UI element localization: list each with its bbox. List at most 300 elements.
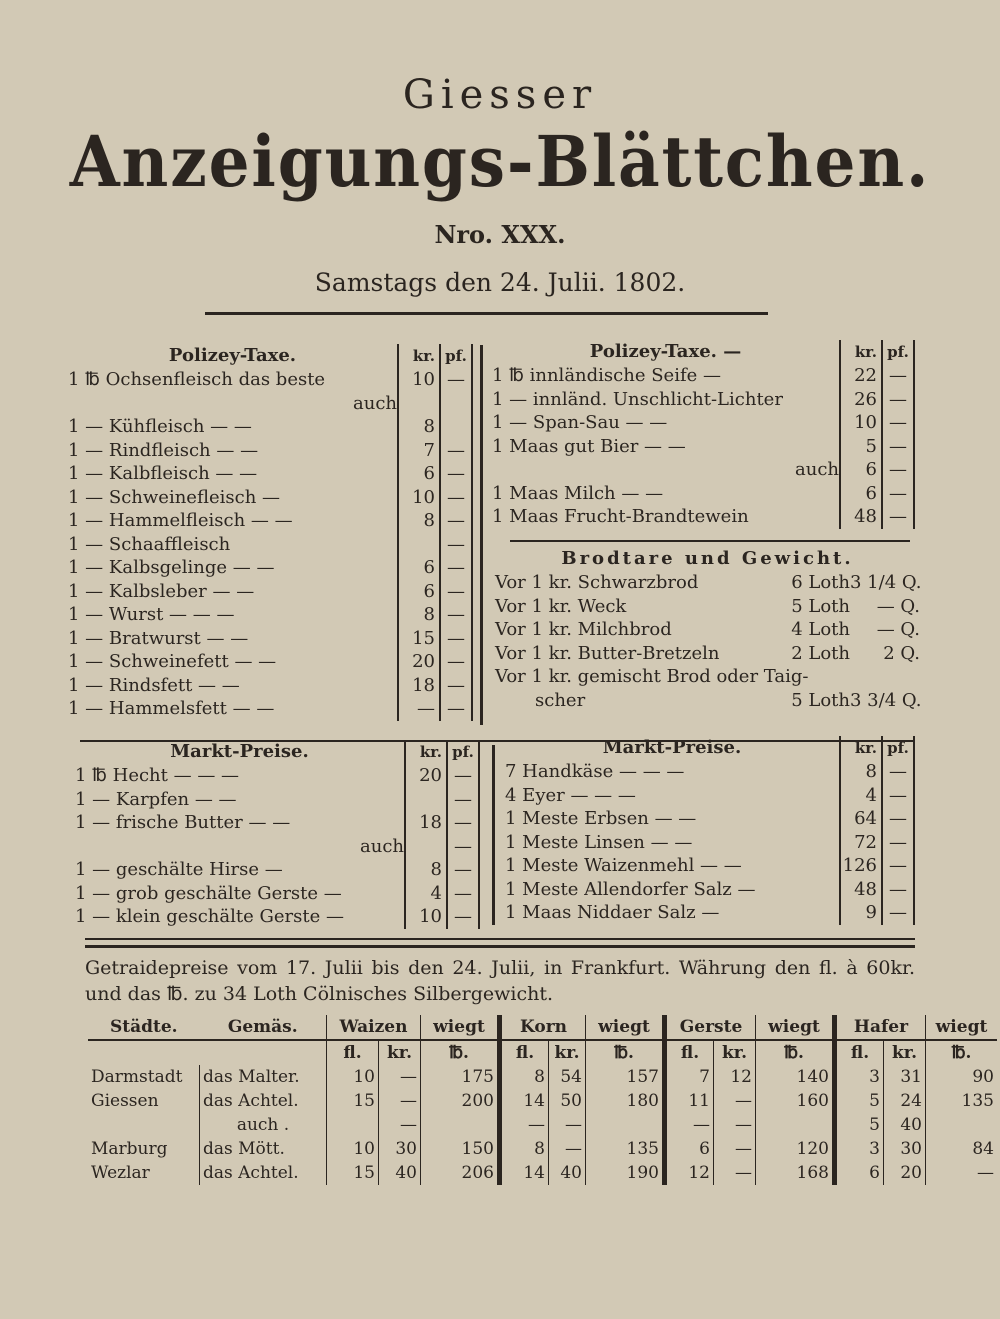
value: 30 — [379, 1137, 421, 1161]
price-kr: 8 — [397, 603, 439, 627]
price-row — [505, 784, 915, 808]
section-header — [505, 736, 915, 760]
column-subheader: ℔. — [421, 1040, 500, 1065]
item-label: 1 Maas Milch — — — [492, 482, 664, 504]
price-row — [68, 603, 473, 627]
column-kr: kr. — [839, 340, 881, 364]
value: — — [714, 1089, 756, 1113]
value: — — [379, 1089, 421, 1113]
price-pf: — — [446, 858, 480, 882]
price-pf: — — [446, 764, 480, 788]
table-row — [88, 1089, 997, 1113]
bread-weight-loth — [808, 665, 876, 689]
bread-weight-loth: 5 Loth — [791, 689, 850, 711]
value — [926, 1113, 998, 1137]
value: — — [714, 1161, 756, 1185]
price-kr: 8 — [397, 509, 439, 533]
empty-cell — [88, 1040, 200, 1065]
value: — — [665, 1113, 714, 1137]
subheader-row — [88, 1040, 997, 1065]
item-label: 1 — Rindsfett — — — [68, 674, 240, 696]
price-row — [75, 905, 480, 929]
value: — — [714, 1137, 756, 1161]
price-pf: — — [439, 509, 473, 533]
price-row — [68, 509, 473, 533]
bread-type: scher — [535, 689, 586, 711]
price-row — [68, 368, 473, 392]
table-row — [88, 1161, 997, 1185]
price-row — [68, 415, 473, 439]
value: — — [379, 1113, 421, 1137]
column-header: wiegt — [756, 1015, 835, 1040]
price-row — [68, 533, 473, 557]
price-row — [75, 835, 480, 859]
price-row — [68, 462, 473, 486]
column-divider — [480, 345, 483, 725]
masthead-city: Giesser — [402, 72, 598, 118]
column-subheader: kr. — [549, 1040, 586, 1065]
bread-weight-loth: 5 Loth — [791, 595, 850, 617]
value: 14 — [500, 1161, 549, 1185]
city: Giessen — [91, 1091, 159, 1111]
city: Darmstadt — [91, 1067, 183, 1087]
section-title: Polizey-Taxe. — [168, 345, 297, 366]
value: 180 — [586, 1089, 665, 1113]
value: 175 — [421, 1065, 500, 1089]
value: 157 — [586, 1065, 665, 1089]
column-subheader: kr. — [884, 1040, 926, 1065]
price-kr: 48 — [839, 878, 881, 902]
value: — — [549, 1113, 586, 1137]
column-subheader: fl. — [327, 1040, 379, 1065]
price-row — [75, 811, 480, 835]
bread-weight-q — [877, 665, 920, 689]
section-title: Markt-Preise. — [602, 737, 742, 758]
price-kr — [397, 533, 439, 557]
bread-type: Vor 1 kr. gemischt Brod oder Taig- — [495, 666, 809, 687]
column-subheader: fl. — [500, 1040, 549, 1065]
brodtaxe-row — [495, 618, 920, 642]
item-label: 1 — Rindfleisch — — — [68, 439, 259, 461]
column-pf: pf. — [881, 736, 915, 760]
value: 15 — [327, 1161, 379, 1185]
value: 40 — [549, 1161, 586, 1185]
price-kr: 10 — [397, 486, 439, 510]
item-label: 1 — Schweinefett — — — [68, 651, 277, 672]
price-kr: 6 — [397, 556, 439, 580]
item-label: auch — [353, 392, 397, 414]
price-pf: — — [881, 878, 915, 902]
table-row — [88, 1113, 997, 1137]
divider — [85, 938, 915, 940]
item-label: 1 — Bratwurst — — — [68, 627, 249, 649]
item-label: 1 ℔ Ochsenfleisch das beste — [68, 369, 326, 390]
price-pf: — — [446, 788, 480, 812]
value — [421, 1113, 500, 1137]
column-subheader: fl. — [835, 1040, 884, 1065]
item-label: 1 Meste Erbsen — — — [505, 808, 697, 829]
value: — — [379, 1065, 421, 1089]
price-kr: 4 — [839, 784, 881, 808]
price-kr: 10 — [404, 905, 446, 929]
item-label: 1 Maas Frucht-Brandtewein — [492, 506, 749, 527]
price-kr: 8 — [397, 415, 439, 439]
value: 30 — [884, 1137, 926, 1161]
value: — — [926, 1161, 998, 1185]
price-kr: 6 — [397, 462, 439, 486]
masthead-title: Anzeigungs-Blättchen. — [69, 120, 931, 203]
price-row — [68, 439, 473, 463]
bread-weight-q: — Q. — [876, 619, 920, 640]
price-row — [68, 486, 473, 510]
table-row — [88, 1065, 997, 1089]
bread-weight-loth: 2 Loth — [791, 642, 850, 664]
getraide-table — [88, 1015, 997, 1185]
price-row — [492, 458, 915, 482]
price-pf: — — [439, 697, 473, 721]
price-row — [68, 697, 473, 721]
value — [327, 1113, 379, 1137]
section-header — [492, 340, 915, 364]
column-header: Waizen — [327, 1015, 421, 1040]
item-label: 1 Meste Linsen — — — [505, 831, 693, 853]
divider — [205, 312, 768, 315]
value: 84 — [926, 1137, 998, 1161]
price-pf: — — [881, 435, 915, 459]
item-label: 1 Maas gut Bier — — — [492, 435, 686, 457]
item-label: 1 ℔ innländische Seife — — [492, 365, 721, 386]
item-label: 1 — Wurst — — — — [68, 604, 235, 625]
price-pf: — — [446, 905, 480, 929]
price-row — [505, 831, 915, 855]
item-label: 1 — Schweinefleisch — — [68, 486, 281, 508]
measure: das Achtel. — [200, 1161, 327, 1185]
item-label: 1 — frische Butter — — — [75, 812, 291, 833]
item-label: auch — [360, 835, 404, 857]
price-pf: — — [439, 533, 473, 557]
price-pf: — — [881, 388, 915, 412]
value: 15 — [327, 1089, 379, 1113]
price-kr: 72 — [839, 831, 881, 855]
value: 206 — [421, 1161, 500, 1185]
item-label: 1 — Kalbfleisch — — — [68, 463, 258, 484]
value: 3 — [835, 1137, 884, 1161]
price-pf: — — [881, 760, 915, 784]
value: 135 — [586, 1137, 665, 1161]
brodtaxe-row — [495, 571, 920, 595]
price-pf: — — [439, 462, 473, 486]
measure: das Mött. — [200, 1137, 327, 1161]
price-row — [68, 556, 473, 580]
price-kr: 15 — [397, 627, 439, 651]
bread-weight-q: — Q. — [876, 595, 920, 617]
brodtaxe-row — [495, 665, 920, 689]
measure: auch . — [200, 1113, 327, 1137]
price-kr: — — [397, 697, 439, 721]
price-row — [492, 482, 915, 506]
empty-cell — [200, 1040, 327, 1065]
bread-weight-loth: 6 Loth — [791, 572, 850, 593]
header-row — [88, 1015, 997, 1040]
bread-weight-q: 2 Q. — [883, 642, 920, 664]
price-kr: 126 — [839, 854, 881, 878]
column-header: wiegt — [421, 1015, 500, 1040]
column-header: Korn — [500, 1015, 586, 1040]
price-kr: 9 — [839, 901, 881, 925]
city: Wezlar — [91, 1163, 150, 1183]
section-header — [75, 740, 480, 764]
column-kr: kr. — [839, 736, 881, 760]
issue-date: Samstags den 24. Julii. 1802. — [314, 268, 686, 297]
value: 135 — [926, 1089, 998, 1113]
price-kr — [404, 788, 446, 812]
price-pf: — — [439, 674, 473, 698]
price-kr: 20 — [397, 650, 439, 674]
value: 90 — [926, 1065, 998, 1089]
price-kr — [404, 835, 446, 859]
price-row — [505, 901, 915, 925]
item-label: 1 — klein geschälte Gerste — — [75, 906, 344, 927]
value: 3 — [835, 1065, 884, 1089]
price-kr: 8 — [404, 858, 446, 882]
price-kr: 10 — [839, 411, 881, 435]
price-pf: — — [881, 505, 915, 529]
price-pf: — — [881, 364, 915, 388]
value: 6 — [665, 1137, 714, 1161]
price-pf: — — [881, 482, 915, 506]
bread-type: Vor 1 kr. Schwarzbrod — [495, 572, 699, 593]
value: 200 — [421, 1089, 500, 1113]
value: 190 — [586, 1161, 665, 1185]
price-kr: 6 — [839, 482, 881, 506]
price-kr: 18 — [397, 674, 439, 698]
bread-type: Vor 1 kr. Milchbrod — [495, 619, 672, 640]
price-pf: — — [439, 439, 473, 463]
price-row — [68, 627, 473, 651]
price-kr: 18 — [404, 811, 446, 835]
price-pf: — — [439, 627, 473, 651]
price-row — [505, 854, 915, 878]
price-kr: 6 — [839, 458, 881, 482]
table-row — [88, 1137, 997, 1161]
value: 24 — [884, 1089, 926, 1113]
item-label: 1 — Kalbsleber — — — [68, 580, 255, 602]
price-pf: — — [881, 901, 915, 925]
item-label: 1 ℔ Hecht — — — — [75, 765, 240, 786]
value: 20 — [884, 1161, 926, 1185]
price-row — [75, 882, 480, 906]
markt-preise-right — [505, 736, 915, 925]
price-kr: 4 — [404, 882, 446, 906]
value: 160 — [756, 1089, 835, 1113]
price-pf: — — [446, 835, 480, 859]
price-row — [68, 580, 473, 604]
price-pf: — — [439, 650, 473, 674]
price-pf: — — [439, 556, 473, 580]
value: 8 — [500, 1137, 549, 1161]
brodtaxe-row — [495, 595, 920, 619]
city: Marburg — [91, 1139, 168, 1159]
bread-type: Vor 1 kr. Weck — [495, 595, 627, 617]
price-kr: 22 — [839, 364, 881, 388]
column-kr: kr. — [404, 740, 446, 764]
item-label: 1 — Karpfen — — — [75, 788, 237, 810]
issue-number: Nro. XXX. — [434, 220, 566, 249]
item-label: 1 — grob geschälte Gerste — — [75, 882, 342, 904]
markt-preise-left — [75, 740, 480, 929]
price-pf: — — [881, 831, 915, 855]
price-row — [75, 788, 480, 812]
item-label: 7 Handkäse — — — — [505, 761, 685, 782]
price-row — [492, 505, 915, 529]
price-kr — [397, 392, 439, 416]
value: 10 — [327, 1137, 379, 1161]
column-kr: kr. — [397, 344, 439, 368]
price-row — [68, 392, 473, 416]
measure: das Achtel. — [200, 1089, 327, 1113]
section-title: Polizey-Taxe. — — [589, 341, 742, 362]
column-subheader: kr. — [714, 1040, 756, 1065]
price-row — [505, 760, 915, 784]
value: 5 — [835, 1113, 884, 1137]
price-pf: — — [439, 603, 473, 627]
value: 140 — [756, 1065, 835, 1089]
value: 7 — [665, 1065, 714, 1089]
value: 8 — [500, 1065, 549, 1089]
value — [756, 1113, 835, 1137]
price-kr: 10 — [397, 368, 439, 392]
column-pf: pf. — [881, 340, 915, 364]
value: — — [714, 1113, 756, 1137]
divider — [510, 540, 910, 542]
price-row — [75, 858, 480, 882]
price-kr: 48 — [839, 505, 881, 529]
column-subheader: fl. — [665, 1040, 714, 1065]
price-kr: 6 — [397, 580, 439, 604]
item-label: 1 Maas Niddaer Salz — — [505, 902, 720, 923]
measure: das Malter. — [200, 1065, 327, 1089]
value: 12 — [714, 1065, 756, 1089]
column-header: wiegt — [586, 1015, 665, 1040]
item-label: 1 — innländ. Unschlicht-Lichter — [492, 388, 783, 410]
price-row — [68, 674, 473, 698]
price-kr: 7 — [397, 439, 439, 463]
bread-weight-q: 3 1/4 Q. — [850, 572, 922, 593]
price-pf: — — [881, 458, 915, 482]
column-header: Gemäs. — [200, 1015, 327, 1040]
price-pf: — — [881, 807, 915, 831]
item-label: auch — [795, 459, 839, 480]
price-row — [492, 411, 915, 435]
column-subheader: ℔. — [586, 1040, 665, 1065]
price-pf: — — [881, 854, 915, 878]
item-label: 1 Meste Waizenmehl — — — [505, 855, 742, 876]
value: 50 — [549, 1089, 586, 1113]
value: 120 — [756, 1137, 835, 1161]
divider — [85, 945, 915, 948]
price-pf: — — [439, 580, 473, 604]
price-pf: — — [439, 486, 473, 510]
item-label: 1 — geschälte Hirse — — [75, 859, 283, 880]
column-pf: pf. — [446, 740, 480, 764]
price-row — [492, 364, 915, 388]
column-header: wiegt — [926, 1015, 998, 1040]
price-row — [68, 650, 473, 674]
price-kr: 20 — [404, 764, 446, 788]
item-label: 1 — Schaaffleisch — [68, 533, 231, 555]
getraide-intro: Getraidepreise vom 17. Julii bis den 24. Julii, in Frankfurt. Währung den fl. à 60kr. und das ℔. zu 34 Loth Cölnisches Silbergewicht. — [85, 957, 915, 1005]
brodtaxe-row — [495, 689, 920, 713]
bread-type: Vor 1 kr. Butter-Bretzeln — [495, 642, 720, 664]
value: 54 — [549, 1065, 586, 1089]
column-header: Städte. — [88, 1015, 200, 1040]
price-pf — [439, 392, 473, 416]
price-row — [75, 764, 480, 788]
value: 40 — [884, 1113, 926, 1137]
item-label: 4 Eyer — — — — [505, 784, 636, 806]
price-pf: — — [439, 368, 473, 392]
item-label: 1 — Kalbsgelinge — — — [68, 557, 275, 578]
price-kr: 8 — [839, 760, 881, 784]
price-row — [492, 435, 915, 459]
column-header: Gerste — [665, 1015, 756, 1040]
price-kr: 26 — [839, 388, 881, 412]
value: 40 — [379, 1161, 421, 1185]
brodtaxe-row — [495, 642, 920, 666]
price-pf: — — [446, 882, 480, 906]
city — [88, 1113, 200, 1137]
value: — — [549, 1137, 586, 1161]
value: 150 — [421, 1137, 500, 1161]
bread-weight-q: 3 3/4 Q. — [850, 689, 922, 711]
column-pf: pf. — [439, 344, 473, 368]
value: — — [500, 1113, 549, 1137]
value: 5 — [835, 1089, 884, 1113]
brodtaxe — [495, 547, 920, 712]
item-label: 1 — Hammelsfett — — — [68, 698, 275, 719]
column-subheader: ℔. — [926, 1040, 998, 1065]
bread-weight-loth: 4 Loth — [791, 619, 850, 640]
section-header — [68, 344, 473, 368]
price-kr: 5 — [839, 435, 881, 459]
brodtaxe-title: Brodtare und Gewicht. — [561, 548, 854, 569]
price-pf: — — [881, 784, 915, 808]
section-title: Markt-Preise. — [170, 741, 309, 762]
price-kr: 64 — [839, 807, 881, 831]
polizey-taxe-left — [68, 344, 473, 721]
column-header: Hafer — [835, 1015, 926, 1040]
value: 10 — [327, 1065, 379, 1089]
price-pf — [439, 415, 473, 439]
column-divider — [492, 745, 495, 925]
value: 11 — [665, 1089, 714, 1113]
item-label: 1 Meste Allendorfer Salz — — [505, 878, 756, 900]
price-pf: — — [881, 411, 915, 435]
price-row — [505, 807, 915, 831]
value — [586, 1113, 665, 1137]
price-row — [492, 388, 915, 412]
value: 168 — [756, 1161, 835, 1185]
value: 6 — [835, 1161, 884, 1185]
item-label: 1 — Hammelfleisch — — — [68, 510, 293, 531]
value: 14 — [500, 1089, 549, 1113]
polizey-taxe-right — [492, 340, 915, 529]
price-pf: — — [446, 811, 480, 835]
value: 12 — [665, 1161, 714, 1185]
column-subheader: ℔. — [756, 1040, 835, 1065]
value: 31 — [884, 1065, 926, 1089]
item-label: 1 — Kühfleisch — — — [68, 416, 252, 437]
